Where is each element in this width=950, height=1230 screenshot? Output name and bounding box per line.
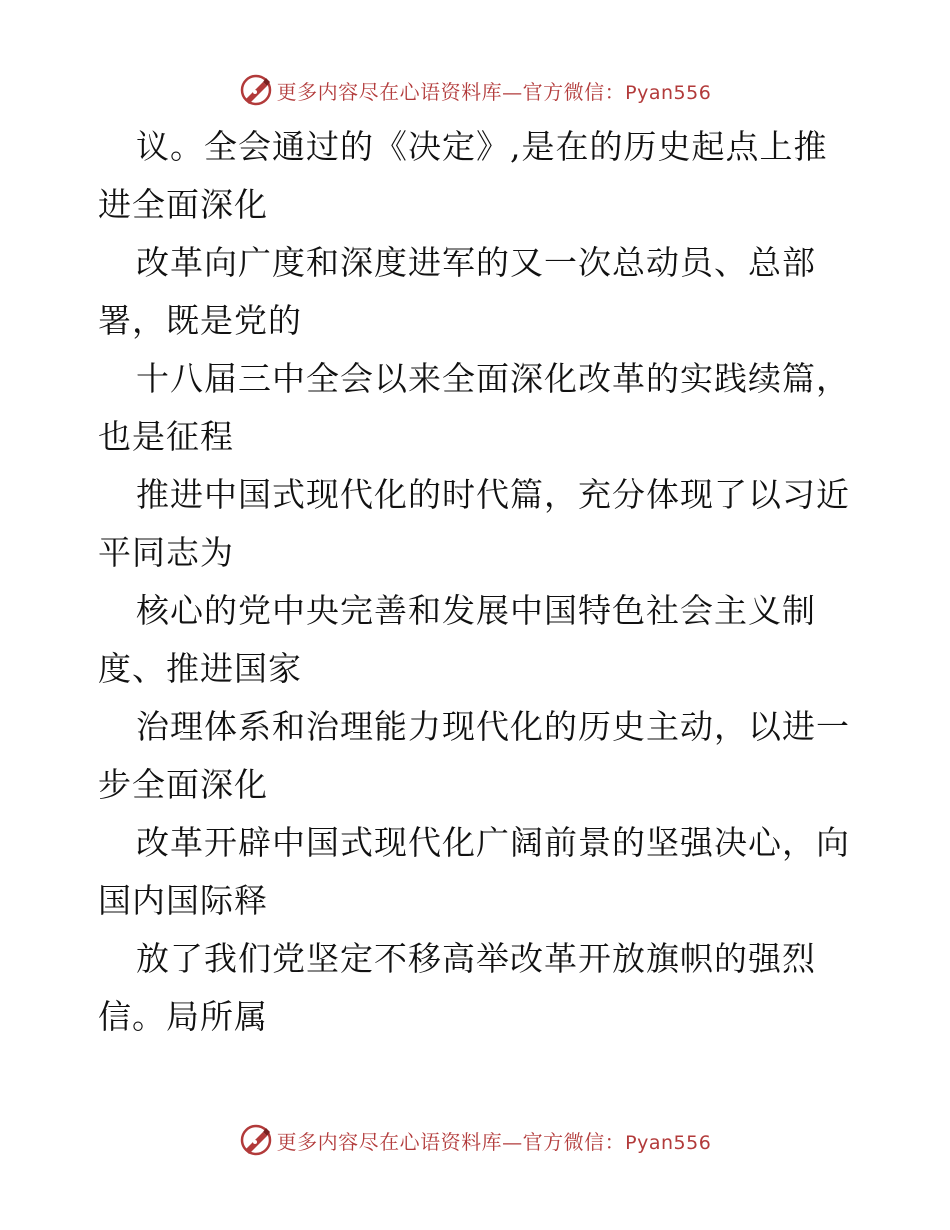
paragraph-line: 议。全会通过的《决定》,是在的历史起点上推 xyxy=(136,127,828,166)
paragraph xyxy=(98,350,858,466)
paragraph xyxy=(98,814,858,930)
paragraph-line: 推进中国式现代化的时代篇，充分体现了以习近 xyxy=(136,475,850,514)
paragraph-line: 放了我们党坚定不移高举改革开放旗帜的强烈 xyxy=(136,939,816,978)
paragraph-line: 署，既是党的 xyxy=(98,301,302,340)
paragraph-line: 平同志为 xyxy=(98,533,234,572)
paragraph-line: 步全面深化 xyxy=(98,765,268,804)
paragraph-line: 十八届三中全会以来全面深化改革的实践续篇， xyxy=(136,359,850,398)
paragraph xyxy=(98,582,858,698)
paragraph-line: 也是征程 xyxy=(98,417,234,456)
paragraph xyxy=(98,930,858,1046)
paragraph-line: 改革向广度和深度进军的又一次总动员、总部 xyxy=(136,243,816,282)
header-watermark-banner xyxy=(0,70,950,110)
watermark-text: 更多内容尽在心语资料库—官方微信：Pyan556 xyxy=(276,1129,712,1154)
paragraph xyxy=(98,698,858,814)
pen-logo-icon xyxy=(239,73,273,107)
document-body xyxy=(98,118,858,1046)
footer-watermark-banner xyxy=(0,1120,950,1160)
paragraph-line: 进全面深化 xyxy=(98,185,268,224)
paragraph-line: 度、推进国家 xyxy=(98,649,302,688)
paragraph-line: 治理体系和治理能力现代化的历史主动，以进一 xyxy=(136,707,850,746)
paragraph xyxy=(98,118,858,234)
pen-logo-icon xyxy=(239,1123,273,1157)
paragraph-line: 信。局所属 xyxy=(98,997,268,1036)
paragraph-line: 国内国际释 xyxy=(98,881,268,920)
paragraph xyxy=(98,234,858,350)
paragraph-line: 核心的党中央完善和发展中国特色社会主义制 xyxy=(136,591,816,630)
watermark-text: 更多内容尽在心语资料库—官方微信：Pyan556 xyxy=(276,79,712,104)
paragraph-line: 改革开辟中国式现代化广阔前景的坚强决心，向 xyxy=(136,823,850,862)
paragraph xyxy=(98,466,858,582)
